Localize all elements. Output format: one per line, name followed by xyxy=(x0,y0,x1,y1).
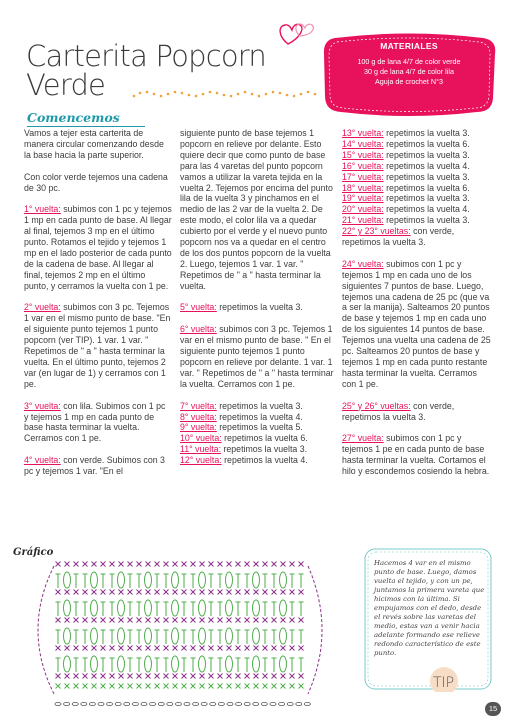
materials-line: 100 g de lana 4/7 de color verde xyxy=(357,57,461,66)
round-item: 13° vuelta: repetimos la vuelta 3. xyxy=(342,128,470,138)
chain-paragraph: Con color verde tejemos una cadena de 30 pc. xyxy=(24,171,168,193)
popcorn-stitch-mark xyxy=(280,572,287,588)
chain-stitch-mark xyxy=(244,702,250,705)
round-label: 25° y 26° vueltas: xyxy=(342,400,411,411)
round-1: 1° vuelta: subimos con 1 pc y tejemos 1 mp en cada punto de base. Al llegar al final, tejemos 3 mp en el último punto. Rotamos el tejido y tejemos 1 mp en el lado posterior de cada punto de la cadena de base. Al llegar al final, tejemos 2 mp en el último punto, y cerramos la vuelta con 1 pe. xyxy=(24,204,172,291)
popcorn-stitch-mark xyxy=(226,600,233,616)
chain-stitch-mark xyxy=(261,702,267,705)
hearts-decoration xyxy=(278,14,318,50)
round-label: 4° vuelta: xyxy=(24,455,61,466)
popcorn-stitch-mark xyxy=(118,628,125,644)
round-label: 5° vuelta: xyxy=(180,302,217,313)
round-item: 19° vuelta: repetimos la vuelta 3. xyxy=(342,193,470,204)
popcorn-stitch-mark xyxy=(253,600,260,616)
round-label: 3° vuelta: xyxy=(24,400,61,411)
chain-stitch-mark xyxy=(201,702,207,705)
round-4: 4° vuelta: con verde. Subimos con 3 pc y tejemos 1 var. "En el xyxy=(24,455,165,477)
chain-stitch-mark xyxy=(210,702,216,705)
popcorn-stitch-mark xyxy=(91,572,98,588)
materials-box xyxy=(321,32,497,118)
tip-text: Hacemos 4 var en el mismo punto de base. Luego, damos vuelta el tejido, y con un pe, juntamos la primera vareta que hicimos con la última. Si empujamos con el dedo, desde el revés sobre las varetas del medio, estas van a venir hacia adelante formando ese relieve redondo característico de este punto. xyxy=(374,559,485,657)
dotted-flourish xyxy=(130,86,320,102)
chain-stitch-mark xyxy=(279,702,285,705)
popcorn-stitch-mark xyxy=(280,656,287,672)
round-item: 15° vuelta: repetimos la vuelta 3. xyxy=(342,149,470,160)
popcorn-stitch-mark xyxy=(64,600,71,616)
round-27: 27° vuelta: subimos con 1 pc y tejemos 1 pe en cada punto de base hasta terminar la vuelta. Cortamos el hilo y escondemos cosiendo la hebra. xyxy=(342,433,490,477)
round-item: 18° vuelta: repetimos la vuelta 6. xyxy=(342,182,470,193)
popcorn-stitch-mark xyxy=(118,656,125,672)
popcorn-stitch-mark xyxy=(91,600,98,616)
round-2: 2° vuelta: subimos con 3 pc. Tejemos 1 var en el mismo punto de base. "En el siguiente punto tejemos 1 punto popcorn (ver TIP). 1 var. 1 var. " Repetimos de " a " hasta terminar la vuelta. En el último punto, tejemos 2 var (en lugar de 1) y cerramos con 1 pe. xyxy=(24,302,171,389)
chain-stitch-mark xyxy=(150,702,156,705)
chain-stitch-mark xyxy=(98,702,104,705)
round-25-26: 25° y 26° vueltas: con verde, repetimos la vuelta 3. xyxy=(342,400,455,422)
round-label: 27° vuelta: xyxy=(342,433,384,444)
popcorn-stitch-mark xyxy=(145,656,152,672)
round-item: 9° vuelta: repetimos la vuelta 5. xyxy=(180,422,303,433)
round-label: 2° vuelta: xyxy=(24,302,61,313)
popcorn-stitch-mark xyxy=(118,572,125,588)
chain-stitch-mark xyxy=(218,702,224,705)
round-item: 16° vuelta: repetimos la vuelta 4. xyxy=(342,160,470,171)
chart-label: Gráfico xyxy=(13,547,54,558)
popcorn-stitch-mark xyxy=(199,656,206,672)
chain-stitch-mark xyxy=(107,702,113,705)
popcorn-stitch-mark xyxy=(118,600,125,616)
round-label: 6° vuelta: xyxy=(180,324,217,335)
round-22-23: 22° y 23° vueltas: con verde, repetimos la vuelta 3. xyxy=(342,226,455,248)
chain-stitch-mark xyxy=(287,702,293,705)
round-4-continued: siguiente punto de base tejemos 1 popcorn en relieve por delante. Esto quiere decir que como punto de base para las 4 varetas del punto popcorn vamos a utilizar la vareta tejida en la vuelta 2. Tejemos por encima del punto lila de la vuelta 3 y pinchamos en el medio de las 2 var de la vuelta 2. De este modo, el color lila va a quedar cubierto por el verde y el nuevo punto popcorn nos va a quedar en el centro de los dos puntos popcorn de la vuelta 2. Luego, tejemos 1 var. 1 var. " Repetimos de " a " hasta terminar la vuelta. xyxy=(180,128,333,291)
chain-stitch-mark xyxy=(72,702,78,705)
chain-stitch-mark xyxy=(124,702,130,705)
chain-stitch-mark xyxy=(89,702,95,705)
chain-stitch-mark xyxy=(132,702,138,705)
materials-line: Aguja de crochet N°3 xyxy=(374,77,443,86)
intro-paragraph: Vamos a tejer esta carterita de manera circular comenzando desde la base hacia la parte superior. xyxy=(24,128,164,160)
chain-stitch-mark xyxy=(296,702,302,705)
round-label: 1° vuelta: xyxy=(24,204,61,215)
round-6: 6° vuelta: subimos con 3 pc. Tejemos 1 var en el mismo punto de base. " En el siguiente punto tejemos 1 punto popcorn en relieve por delante. 1 var. 1 var. " Repetimos de " a " hasta terminar la vuelta. Cerramos con 1 pe. xyxy=(180,324,334,389)
chart-left-edge xyxy=(38,566,54,694)
round-3: 3° vuelta: con lila. Subimos con 1 pc y tejemos 1 mp en cada punto de base hasta terminar la vuelta. Cerramos con 1 pe. xyxy=(24,400,166,444)
popcorn-stitch-mark xyxy=(199,600,206,616)
chain-stitch-mark xyxy=(55,702,61,705)
popcorn-stitch-mark xyxy=(145,572,152,588)
popcorn-stitch-mark xyxy=(91,656,98,672)
round-item: 7° vuelta: repetimos la vuelta 3. xyxy=(180,400,303,411)
round-item: 14° vuelta: repetimos la vuelta 6. xyxy=(342,138,470,149)
page-number: 15 xyxy=(485,702,501,716)
round-label: 24° vuelta: xyxy=(342,258,384,269)
chain-stitch-mark xyxy=(175,702,181,705)
column-1 xyxy=(24,128,172,488)
popcorn-stitch-mark xyxy=(199,572,206,588)
page-title: Carterita Popcorn Verde xyxy=(26,39,266,102)
popcorn-stitch-mark xyxy=(172,656,179,672)
chart-right-edge xyxy=(308,566,322,694)
column-2 xyxy=(180,128,334,466)
round-5: 5° vuelta: repetimos la vuelta 3. xyxy=(180,302,303,313)
popcorn-stitch-mark xyxy=(226,628,233,644)
popcorn-stitch-mark xyxy=(199,628,206,644)
round-item: 12° vuelta: repetimos la vuelta 4. xyxy=(180,455,308,466)
round-item: 8° vuelta: repetimos la vuelta 4. xyxy=(180,411,303,422)
popcorn-stitch-mark xyxy=(64,572,71,588)
chain-stitch-mark xyxy=(167,702,173,705)
chain-stitch-mark xyxy=(158,702,164,705)
chain-stitch-mark xyxy=(253,702,259,705)
round-item: 21° vuelta: repetimos la vuelta 3. xyxy=(342,215,470,226)
popcorn-stitch-mark xyxy=(253,656,260,672)
popcorn-stitch-mark xyxy=(253,628,260,644)
round-label: 22° y 23° vueltas: xyxy=(342,226,411,237)
popcorn-stitch-mark xyxy=(280,600,287,616)
round-item: 20° vuelta: repetimos la vuelta 4. xyxy=(342,204,470,215)
popcorn-stitch-mark xyxy=(91,628,98,644)
section-underline xyxy=(27,126,145,127)
materials-title: MATERIALES xyxy=(380,41,438,51)
popcorn-stitch-mark xyxy=(226,572,233,588)
materials-line: 30 g de lana 4/7 de color lila xyxy=(364,67,454,76)
crochet-chart xyxy=(18,558,338,710)
short-rounds xyxy=(342,128,492,226)
chain-stitch-mark xyxy=(304,702,310,705)
popcorn-stitch-mark xyxy=(145,600,152,616)
chain-stitch-mark xyxy=(193,702,199,705)
chain-stitch-mark xyxy=(64,702,70,705)
round-24: 24° vuelta: subimos con 1 pc y tejemos 1 mp en cada uno de los siguientes 7 puntos de base. Luego, tejemos una cadena de 25 pc (que va a ser la manija). Salteamos 20 puntos de base y tejemos 1 mp en cada uno de los siguientes 14 puntos de base. Tejemos una vuelta una cadena de 25 pc. Salteamos 20 puntos de base y tejemos 1 mp en cada punto restante hasta terminar la vuelta. Cerramos con 1 pe. xyxy=(342,258,491,389)
round-item: 11° vuelta: repetimos la vuelta 3. xyxy=(180,444,308,455)
round-item: 17° vuelta: repetimos la vuelta 3. xyxy=(342,171,470,182)
popcorn-stitch-mark xyxy=(145,628,152,644)
column-3 xyxy=(342,128,492,488)
short-rounds xyxy=(180,401,334,466)
chain-stitch-mark xyxy=(115,702,121,705)
popcorn-stitch-mark xyxy=(172,628,179,644)
popcorn-stitch-mark xyxy=(64,656,71,672)
chain-stitch-mark xyxy=(81,702,87,705)
popcorn-stitch-mark xyxy=(172,572,179,588)
popcorn-stitch-mark xyxy=(172,600,179,616)
tip-label: TIP xyxy=(433,675,455,691)
round-item: 10° vuelta: repetimos la vuelta 6. xyxy=(180,433,308,444)
popcorn-stitch-mark xyxy=(64,628,71,644)
chain-stitch-mark xyxy=(270,702,276,705)
chain-stitch-mark xyxy=(227,702,233,705)
chain-stitch-mark xyxy=(236,702,242,705)
popcorn-stitch-mark xyxy=(280,628,287,644)
chain-stitch-mark xyxy=(141,702,147,705)
popcorn-stitch-mark xyxy=(253,572,260,588)
chain-stitch-mark xyxy=(184,702,190,705)
popcorn-stitch-mark xyxy=(226,656,233,672)
section-title: Comencemos xyxy=(27,110,120,125)
